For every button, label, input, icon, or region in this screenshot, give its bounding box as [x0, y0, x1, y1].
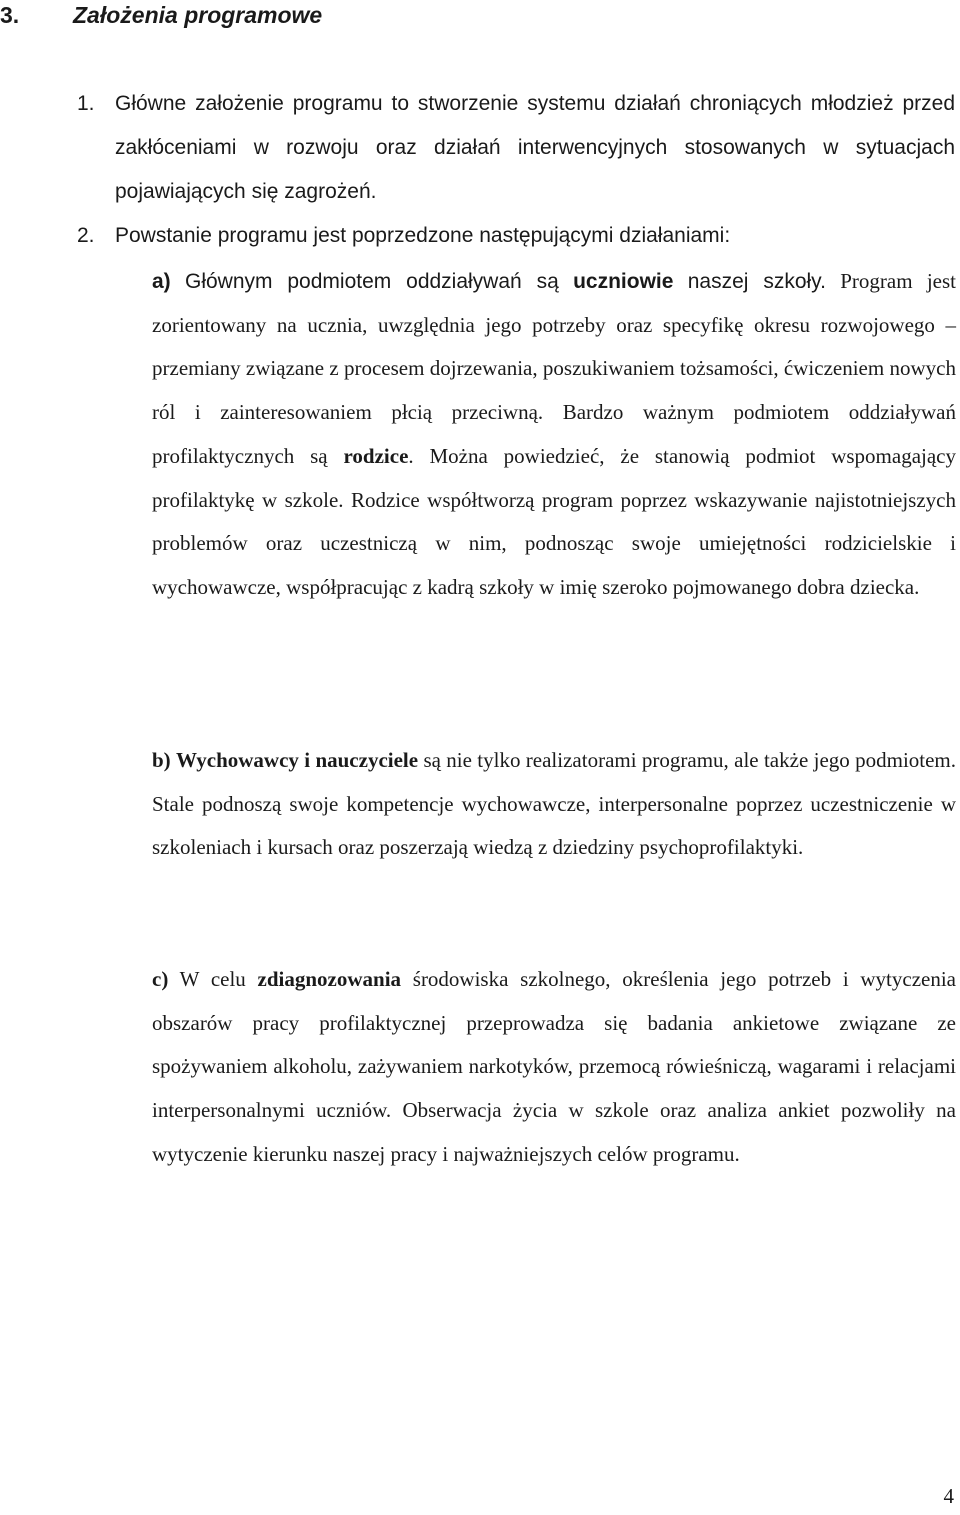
list-item-text: Główne założenie programu to stworzenie systemu działań chroniących młodzież przed zakłóceniami w rozwoju oraz działań interwencyjnych stosowanych w sytuacjach pojawiających się zagrożeń. — [115, 92, 955, 203]
paragraph-b-bold: Wychowawcy i nauczyciele — [176, 748, 419, 772]
paragraph-c-label: c) — [152, 967, 169, 991]
paragraph-a-text-2: naszej szkoły. — [687, 270, 826, 293]
paragraph-b — [152, 739, 956, 870]
paragraph-a-text-5: Rodzice współtworzą program poprzez wskazywanie najistotniejszych problemów oraz uczestniczą w nim, podnosząc swoje umiejętności rodzicielskie i wychowawcze, współpracując z kadrą szkoły w imię szeroko pojmowanego dobra dziecka. — [152, 487, 956, 599]
paragraph-a-text-1: Głównym podmiotem oddziaływań są — [184, 270, 559, 293]
paragraph-c-bold: zdiagnozowania — [257, 967, 402, 991]
page-number: 4 — [943, 1484, 954, 1508]
paragraph-a-bold-uczniowie: uczniowie — [573, 270, 674, 293]
paragraph-c-text-2: środowiska szkolnego, określenia jego potrzeb i wytyczenia obszarów pracy profilaktycznej przeprowadza się badania ankietowe związane ze spożywaniem alkoholu, zażywaniem narkotyków, przemocą rówieśniczą, wagarami i relacjami interpersonalnymi uczniów. Obserwacja życia w szkole oraz analiza ankiet pozwoliły na wytyczenie kierunku naszej pracy i najważniejszych celów programu. — [152, 967, 956, 1166]
paragraph-c-text-1: W celu — [179, 967, 246, 991]
paragraph-a-bold-rodzice: rodzice — [343, 443, 409, 468]
list-item — [77, 82, 955, 214]
list-item-number: 2. — [77, 224, 95, 247]
list-item-number: 1. — [77, 92, 95, 115]
list-item — [77, 214, 955, 258]
paragraph-c — [152, 958, 956, 1177]
paragraph-a — [152, 260, 956, 610]
list-item-text: Powstanie programu jest poprzedzone następującymi działaniami: — [115, 224, 731, 247]
section-heading — [0, 0, 322, 30]
paragraph-a-label: a) — [152, 270, 171, 293]
paragraph-b-text: są nie tylko realizatorami programu, ale także jego podmiotem. Stale podnoszą swoje kompetencje wychowawcze, interpersonalne poprzez uczestniczenie w szkoleniach i kursach oraz poszerzają wiedzą z dziedziny psychoprofilaktyki. — [152, 748, 957, 860]
paragraph-a-text-3: Program jest zorientowany na ucznia, uwzględnia jego potrzeby oraz specyfikę okresu rozwojowego – przemiany związane z procesem dojrzewania, poszukiwaniem tożsamości, ćwiczeniem nowych ról i zainteresowaniem płcią przeciwną. Bardzo ważnym podmiotem oddziaływań profilaktycznych są — [152, 269, 957, 468]
paragraph-a-text-4: . Można powiedzieć, że stanowią podmiot wspomagający profilaktykę w szkole. — [152, 443, 957, 512]
section-title: Założenia programowe — [73, 2, 323, 28]
section-number: 3. — [0, 2, 20, 28]
paragraph-b-label: b) — [152, 748, 171, 772]
